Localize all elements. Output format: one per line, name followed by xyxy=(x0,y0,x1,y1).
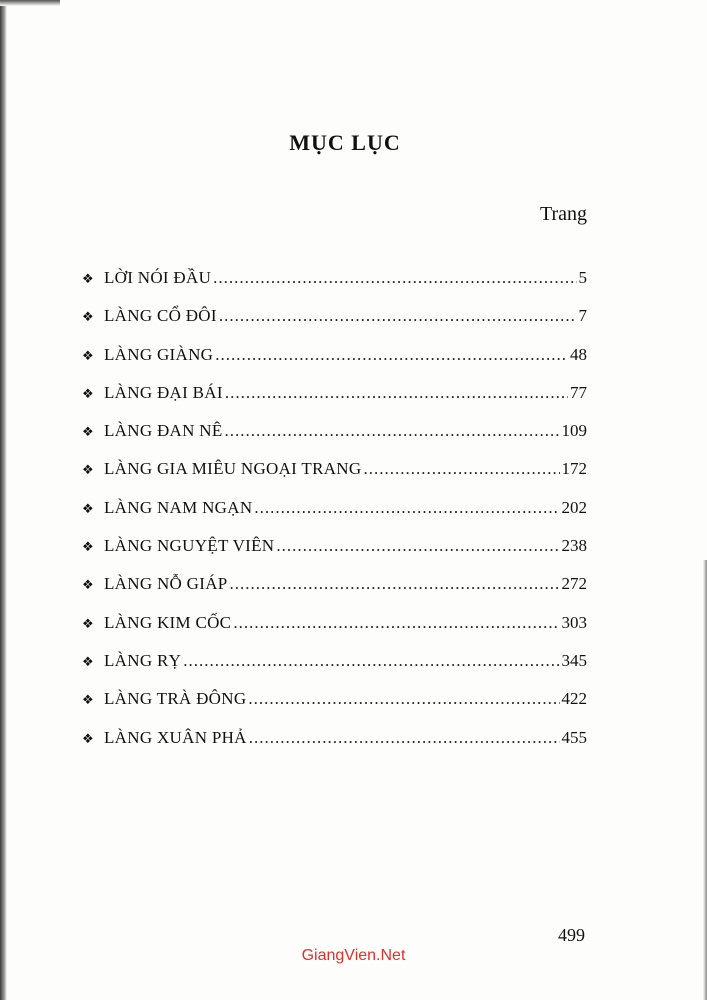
diamond-bullet-icon: ❖ xyxy=(82,540,94,556)
diamond-bullet-icon: ❖ xyxy=(82,693,94,709)
page-number: 499 xyxy=(558,925,585,945)
toc-entry-page: 202 xyxy=(561,497,587,517)
diamond-bullet-icon: ❖ xyxy=(82,578,94,594)
toc-entry xyxy=(82,268,587,306)
toc-entry-label: LÀNG KIM CỐC xyxy=(104,612,232,632)
diamond-bullet-icon: ❖ xyxy=(82,654,94,670)
toc-entry xyxy=(82,689,587,727)
toc-entry-page: 455 xyxy=(561,727,587,747)
diamond-bullet-icon: ❖ xyxy=(82,348,94,364)
toc-entry-label: LÀNG ĐẠI BÁI xyxy=(104,382,223,402)
dot-leader xyxy=(276,536,559,556)
diamond-bullet-icon: ❖ xyxy=(82,386,94,402)
dot-leader xyxy=(363,459,559,479)
toc-entry-page: 303 xyxy=(561,612,587,632)
toc-entry xyxy=(82,345,587,383)
dot-leader xyxy=(225,421,560,441)
toc-entry-label: LÀNG TRÀ ĐÔNG xyxy=(104,689,247,709)
diamond-bullet-icon: ❖ xyxy=(82,616,94,632)
dot-leader xyxy=(225,383,568,403)
table-of-contents xyxy=(82,268,587,766)
toc-entry-page: 422 xyxy=(561,689,587,709)
diamond-bullet-icon: ❖ xyxy=(82,425,94,441)
toc-entry-page: 172 xyxy=(561,459,587,479)
toc-entry-label: LÀNG NGUYỆT VIÊN xyxy=(104,536,275,556)
toc-entry xyxy=(82,536,587,574)
scan-edge-top xyxy=(0,0,60,6)
toc-entry-label: LÀNG NỖ GIÁP xyxy=(104,574,228,594)
diamond-bullet-icon: ❖ xyxy=(82,731,94,747)
toc-entry-page: 77 xyxy=(570,382,587,402)
toc-entry xyxy=(82,498,587,536)
toc-entry xyxy=(82,613,587,651)
dot-leader xyxy=(183,651,559,671)
diamond-bullet-icon: ❖ xyxy=(82,463,94,479)
dot-leader xyxy=(219,306,577,326)
toc-entry xyxy=(82,651,587,689)
toc-entry-page: 48 xyxy=(570,344,587,364)
toc-entry-label: LÀNG GIA MIÊU NGOẠI TRANG xyxy=(104,459,362,479)
toc-entry-page: 238 xyxy=(561,536,587,556)
diamond-bullet-icon: ❖ xyxy=(82,272,94,287)
dot-leader xyxy=(248,689,559,709)
toc-entry-page: 345 xyxy=(561,650,587,670)
toc-entry-page: 272 xyxy=(561,574,587,594)
page-title: MỤC LỤC xyxy=(289,130,401,155)
toc-entry-label: LÀNG CỔ ĐÔI xyxy=(104,306,217,326)
toc-entry xyxy=(82,306,587,344)
toc-entry-page: 5 xyxy=(578,268,587,287)
toc-entry-page: 109 xyxy=(561,421,587,441)
toc-entry xyxy=(82,574,587,612)
watermark-text: GiangVien.Net xyxy=(301,947,406,964)
toc-entry-page: 7 xyxy=(578,306,587,326)
toc-entry-label: LÀNG ĐAN NÊ xyxy=(104,421,223,441)
page-column-header: Trang xyxy=(539,203,587,225)
diamond-bullet-icon: ❖ xyxy=(82,501,94,517)
toc-entry-label: LÀNG XUÂN PHẢ xyxy=(104,727,247,747)
dot-leader xyxy=(254,498,559,518)
dot-leader xyxy=(230,574,560,594)
dot-leader xyxy=(213,268,576,288)
diamond-bullet-icon: ❖ xyxy=(82,310,94,326)
dot-leader xyxy=(233,613,559,633)
toc-entry xyxy=(82,728,587,766)
dot-leader xyxy=(215,345,568,365)
dot-leader xyxy=(249,728,560,748)
toc-entry-label: LÀNG GIÀNG xyxy=(104,344,214,364)
toc-entry-label: LÀNG NAM NGẠN xyxy=(104,497,253,517)
toc-entry xyxy=(82,459,587,497)
toc-entry-label: LỜI NÓI ĐẦU xyxy=(104,268,212,287)
toc-entry xyxy=(82,421,587,459)
toc-entry-label: LÀNG RỴ xyxy=(104,650,182,670)
toc-entry xyxy=(82,383,587,421)
scan-edge-right xyxy=(703,560,707,1000)
